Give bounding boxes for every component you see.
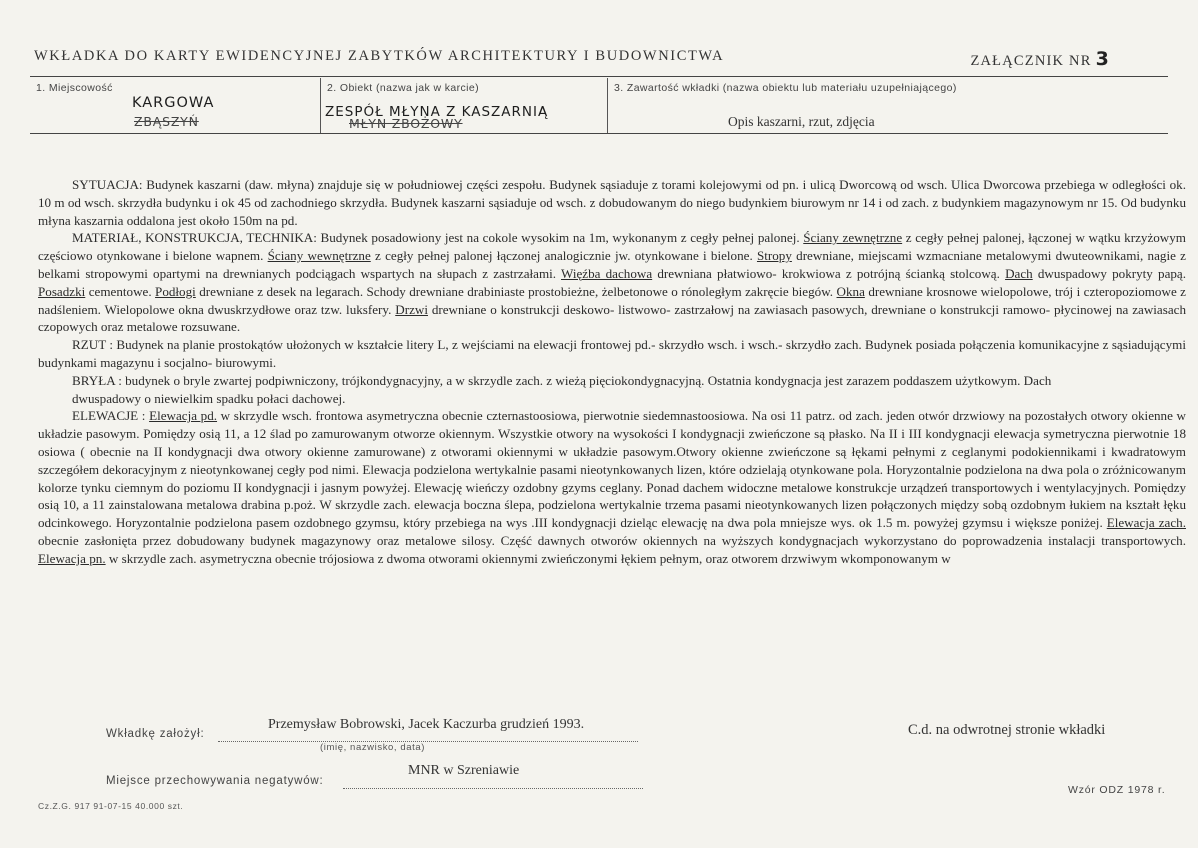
object-handwritten: ZESPÓŁ MŁYNA Z KASZARNIĄ [325,104,549,120]
underlined-term: Elewacja pd. [149,408,218,424]
locality-cell [30,78,321,133]
top-rule [30,76,1168,77]
description-body [38,176,1186,568]
negatives-value: MNR w Szreniawie [408,763,520,778]
text-run: obecnie zasłonięta przez dobudowany budynek magazynowy oraz metalowe silosy. Część dawnych otworów okiennych na wyższych kondygnacjach wykorzystano do poprowadzenia instalacji transportowych. [38,532,1186,548]
underlined-term: Więźba dachowa [561,265,653,281]
underlined-term: Elewacja pn. [38,550,106,566]
underlined-term: Dach [1005,265,1033,281]
contents-value: Opis kaszarni, rzut, zdjęcia [728,114,875,129]
situation-paragraph: SYTUACJA: Budynek kaszarni (daw. młyna) znajduje się w południowej części zespołu. Budynek sąsiaduje z torami kolejowymi od pn. i ulicą Dworcową od wsch. Ulica Dworcowa przebiega w odległości ok. 10 m od wsch. skrzydła budynku i ok 45 od zachodniego skrzydła. Budynek kaszarni sąsiaduje od wsch. z dobudowanym do niego budynkiem biurowym nr 14 i od zach. z budynkiem magazynowym nr 15. Od budynku młyna kaszarnia oddalona jest około 150m na pd. [38,177,1186,228]
negatives-label: Miejsce przechowywania negatywów: [106,775,324,787]
locality-handwritten: KARGOWA [132,95,215,111]
underlined-term: Ściany zewnętrzne [803,230,903,246]
underlined-term: Stropy [756,248,792,264]
text-run: MATERIAŁ, KONSTRUKCJA, TECHNIKA: Budynek posadowiony jest na cokole wysokim na 1m, wykonanym z cegły pełnej palonej. [72,230,804,246]
author-hint: (imię, nazwisko, data) [320,742,426,753]
text-run: drewniane krosnowe wielopolowe, trój i czteropoziomowe z nadśleniem. Wielopolowe okna dwuskrzydłowe oraz tzw. luksfery. [38,283,1186,317]
material-paragraph [38,229,1186,336]
object-cell [321,78,608,133]
text-run: w skrzydle zach. asymetryczna obecnie trójosiowa z dwoma otworami okiennymi zwieńczonymi łękiem pełnym, oraz otworem drzwiwym wkomponowanym w [105,550,951,566]
massing-paragraph: BRYŁA : budynek o bryle zwartej podpiwniczony, trójkondygnacyjny, a w skrzydle zach. z wieżą pięciokondygnacyjną. Ostatnia kondygnacja jest zarazem poddaszem użytkowym. Dach [72,372,1052,388]
elevations-paragraph [38,407,1186,567]
text-run: drewniane z desek na legarach. Schody drewniane drabiniaste prostobieżne, żelbetonowe o rónoległym zakręcie biegów. [195,283,837,299]
author-dotline [218,740,638,742]
text-run: w skrzydle wsch. frontowa asymetryczna obecnie czternastoosiowa, pierwotnie siedemnastoosiowa. Na osi 11 patrz. od zach. jeden otwór drzwiowy na pozostałych otwory okienne w układzie pasowym. Pomiędzy osią 11, a 12 ślad po zamurowanym otworze okiennym. Wszystkie otwory na wysokości I kondygnacji zwieńczone są płasko. Na II i III kondygnacji elewacja symetryczna pierwotnie 18 osiowa ( obecnie na II kondygnacji dwa otwory okienne zamurowane) z otworami okiennymi w układzie pasowym.Otwory okienne zwieńczone są łękami pełnymi z ceglanymi podokiennikami i kwadratowym szczegółem dekoracyjnym z nieotynkowanej cegły pod nimi. Elewacja podzielona wertykalnie pasami nieotynkowanych lizen, które odzielają otynkowane pola. Horyzontalnie podzielona na dwa pola o zróżnicowanym kolorze tynku ciemnym do poziomu II kondygnacji i jasnym powyżej. Elewację wieńczy ozdobny gzyms ceglany. Ponad dachem widoczne metalowe konstrukcje urządzeń transportowych i wentylacyjnych. Pomiędzy osią 10, a 11 zainstalowana metalowa drabina p.poż. W skrzydle zach. elewacja boczna ślepa, podzielona wertykalnie trzema pasami nieotynkowanych lizen połączonych między sobą ozdobnym łukiem na kształt łęku odcinkowego. Horyzontalnie podzielona pasem ozdobnego gzymsu, który przebiega na wys .III kondygnacji dzieląc elewację na dwa pola mniejsze wys. ok 1.5 m. powyżej gzymsu i większe poniżej. [38,408,1186,531]
underlined-term: Okna [836,283,865,299]
text-run: ELEWACJE : [72,408,150,424]
negatives-dotline [343,787,643,789]
print-code: Cz.Z.G. 917 91-07-15 40.000 szt. [38,801,184,811]
locality-struck: ZBĄSZYŃ [134,114,199,129]
author-value: Przemysław Bobrowski, Jacek Kaczurba grudzień 1993. [268,717,585,732]
contents-cell [608,78,1168,133]
annex-label-text: ZAŁĄCZNIK NR [970,53,1092,69]
text-run: drewniana płatwiowo- krokwiowa z potrójną ścianką stolcową. [652,265,1006,281]
plan-paragraph: RZUT : Budynek na planie prostokątów ułożonych w kształcie litery L, z wejściami na elewacji frontowej pd.- skrzydło wsch. i wsch.- skrzydło zach. Budynek posiada połączenia komunikacyjne z sąsiadującymi budynkami magazynu i socjalno- biurowymi. [38,337,1186,370]
object-struck: MŁYN ZBOŻOWY [349,116,463,131]
text-run: z cegły pełnej palonej łączonej analogicznie jw. otynkowane i bielone. [370,248,757,264]
author-label: Wkładkę założył: [106,728,205,740]
form-model: Wzór ODZ 1978 r. [1068,784,1166,796]
text-run: drewniane, miejscami wzmacniane metalowymi dwuteownikami, nagie z belkami stropowymi opartymi na drewnianych podciągach wspartych na słupach z zastrzałami. [38,248,1186,281]
locality-label: 1. Miejscowość [36,82,113,94]
text-run: dwuspadowy pokryty papą. [1032,265,1187,281]
text-run: drewniane o konstrukcji deskowo- listwowo- zastrzałowj na zawiasach pasowych, drewniane o konstrukcji ramowo- płycinowej na zawiasach czopowych oraz metalowe rozsuwane. [38,301,1186,335]
annex-label [970,48,1110,70]
roof-paragraph: dwuspadowy o niewielkim spadku połaci dachowej. [72,390,346,406]
annex-number: 3 [1095,48,1110,70]
form-title: WKŁADKA DO KARTY EWIDENCYJNEJ ZABYTKÓW ARCHITEKTURY I BUDOWNICTWA [34,48,725,64]
underlined-term: Drzwi [395,301,428,317]
text-run: cementowe. [85,283,156,299]
underlined-term: Podłogi [155,283,196,299]
underlined-term: Posadzki [38,283,86,299]
object-label: 2. Obiekt (nazwa jak w karcie) [327,82,480,94]
underlined-term: Ściany wewnętrzne [267,248,371,264]
continued-note: C.d. na odwrotnej stronie wkładki [908,722,1106,738]
contents-label: 3. Zawartość wkładki (nazwa obiektu lub materiału uzupełniającego) [614,82,957,94]
underlined-term: Elewacja zach. [1106,515,1186,531]
text-run: z cegły pełnej palonej, łączonej w wątku krzyżowym częściowo otynkowane i bielone wapnem. [38,230,1186,264]
fields-row [30,78,1168,134]
